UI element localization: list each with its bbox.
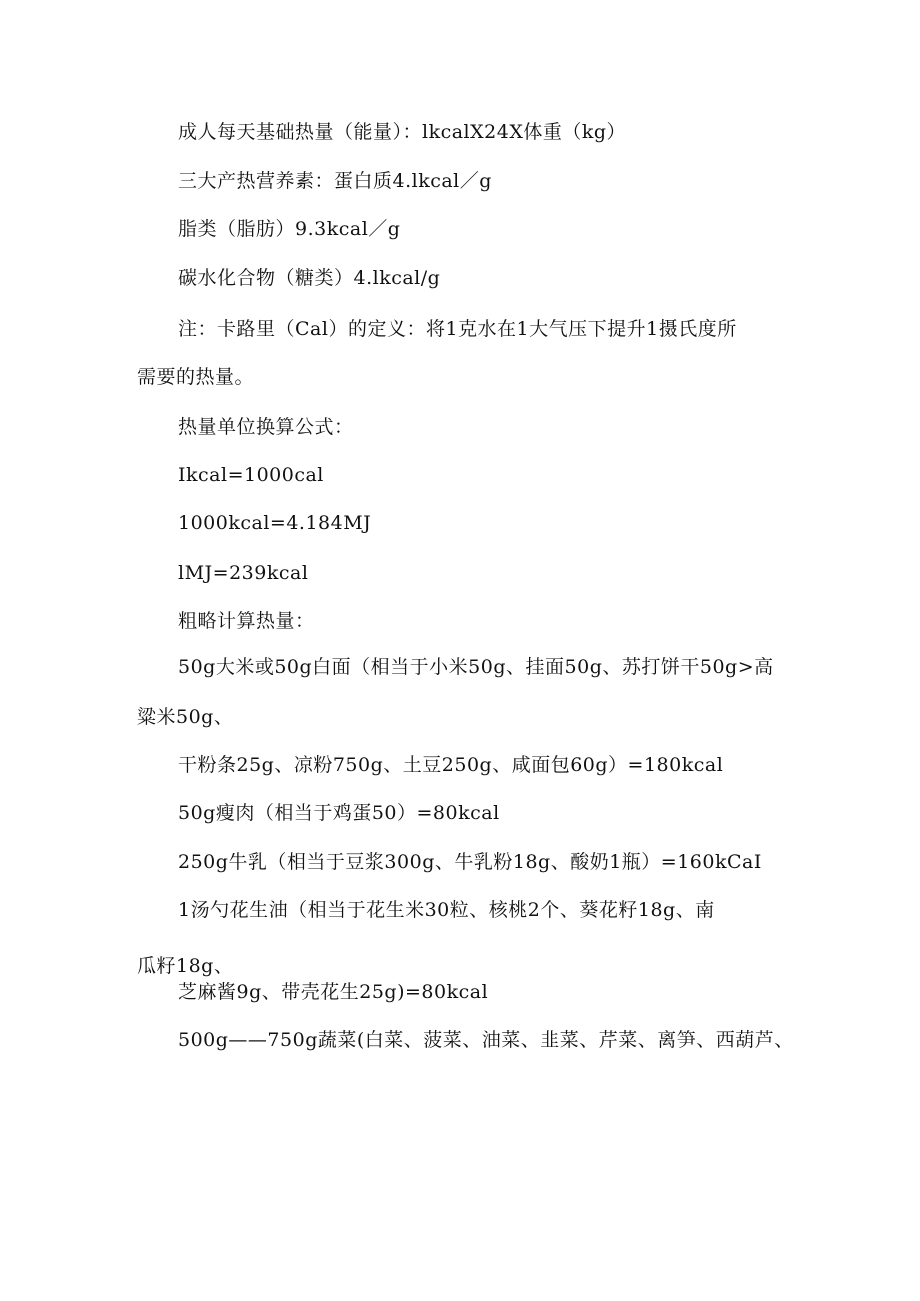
- calorie-definition-continued: 需要的热量。: [137, 366, 255, 388]
- carbohydrate-energy: 碳水化合物（糖类）4.lkcal/g: [178, 267, 441, 289]
- oil-equivalents-continued: 瓜籽18g、: [137, 955, 234, 977]
- oil-equivalents: 1汤勺花生油（相当于花生米30粒、核桃2个、葵花籽18g、南: [178, 899, 715, 921]
- milk-equivalents: 250g牛乳（相当于豆浆300g、牛乳粉18g、酸奶1瓶）=160kCaI: [178, 851, 762, 873]
- oil-equivalents-total: 芝麻酱9g、带壳花生25g)=80kcal: [178, 981, 489, 1003]
- grain-equivalents-total: 干粉条25g、凉粉750g、土豆250g、咸面包60g）=180kcal: [178, 754, 724, 776]
- fat-energy: 脂类（脂肪）9.3kcal／g: [178, 218, 401, 240]
- unit-conversion-heading: 热量单位换算公式：: [178, 416, 354, 438]
- grain-equivalents: 50g大米或50g白面（相当于小米50g、挂面50g、苏打饼干50g>高: [178, 656, 774, 678]
- conversion-mj-kcal: lMJ=239kcal: [178, 562, 309, 584]
- calorie-definition-note: 注：卡路里（Cal）的定义：将1克水在1大气压下提升1摄氏度所: [178, 318, 737, 340]
- basal-energy-formula: 成人每天基础热量（能量）：lkcalX24X体重（kg）: [178, 121, 627, 143]
- conversion-kcal-mj: 1000kcal=4.184MJ: [178, 512, 372, 534]
- conversion-kcal-cal: Ikcal=1000cal: [178, 464, 324, 486]
- protein-energy: 三大产热营养素：蛋白质4.lkcal／g: [178, 170, 492, 192]
- rough-calculation-heading: 粗略计算热量：: [178, 610, 315, 632]
- lean-meat-equivalent: 50g瘦肉（相当于鸡蛋50）=80kcal: [178, 802, 500, 824]
- grain-equivalents-continued: 粱米50g、: [137, 706, 234, 728]
- vegetable-equivalents: 500g——750g蔬菜(白菜、菠菜、油菜、韭菜、芹菜、离笋、西葫芦、: [178, 1029, 794, 1051]
